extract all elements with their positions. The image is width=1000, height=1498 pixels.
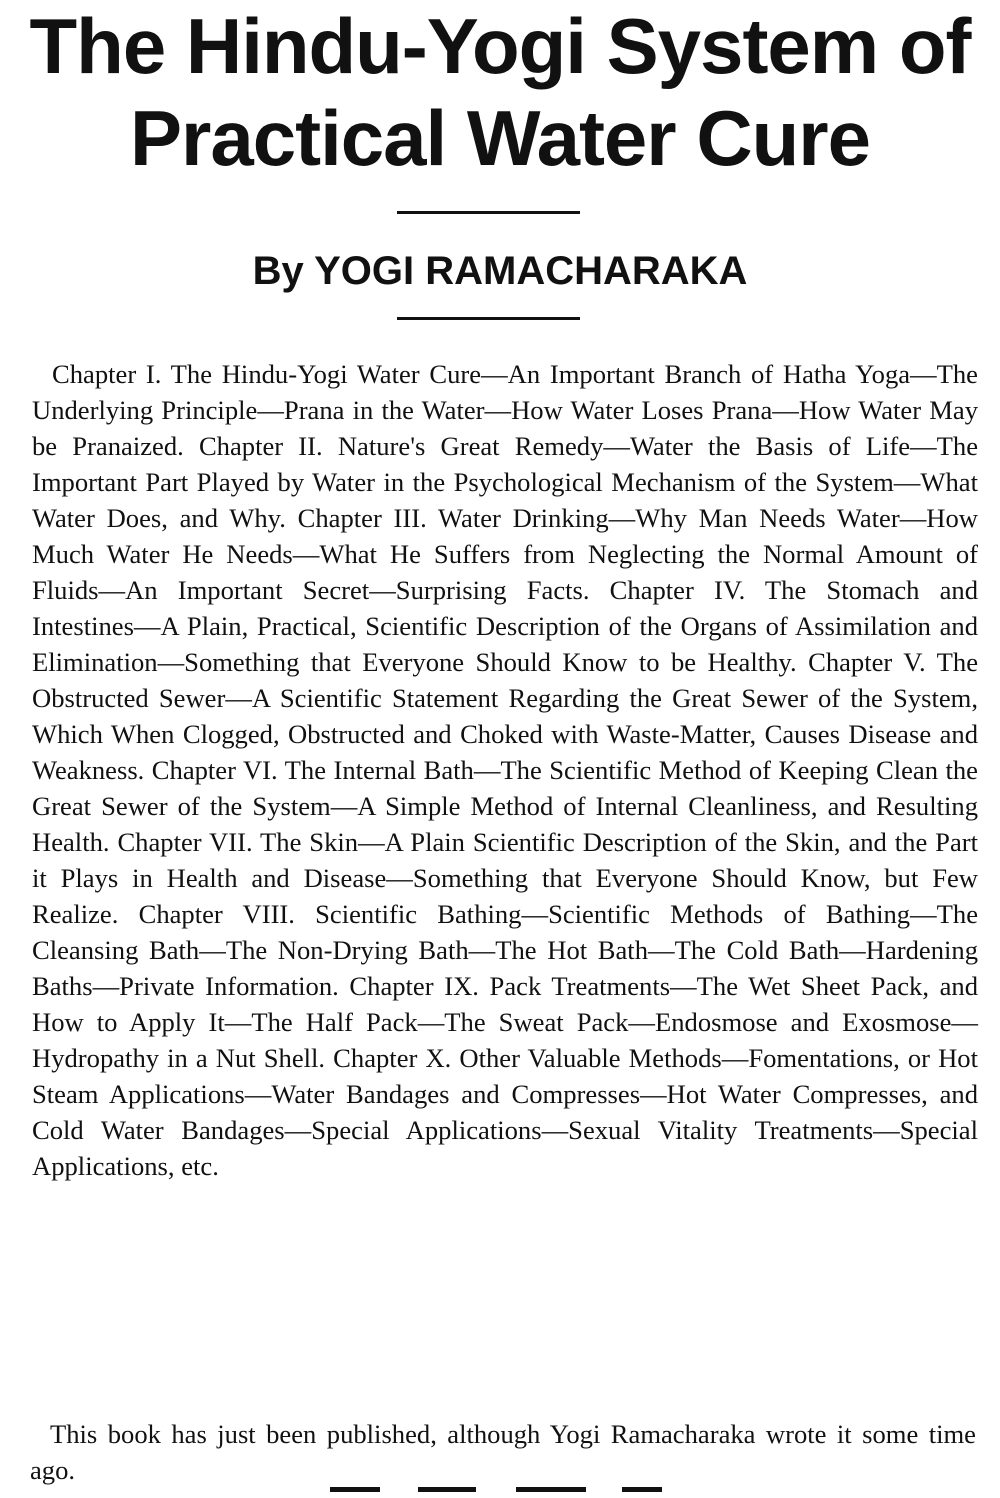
cropped-text-fragment [622, 1487, 662, 1492]
cropped-text-fragment [330, 1487, 380, 1492]
author-byline: By YOGI RAMACHARAKA [252, 249, 748, 293]
cropped-text-fragment [516, 1487, 586, 1492]
book-title [0, 0, 1000, 184]
title-line-1: The Hindu-Yogi System of [29, 2, 971, 90]
lower-divider [397, 317, 580, 320]
cropped-text-fragment [418, 1487, 476, 1492]
upper-divider [397, 211, 580, 214]
title-line-2: Practical Water Cure [129, 94, 871, 182]
chapter-contents: Chapter I. The Hindu-Yogi Water Cure—An Important Branch of Hatha Yoga—The Underlying Principle—Prana in the Water—How Water Loses Prana—How Water May be Pranaized. Chapter II. Nature's Great Remedy—Water the Basis of Life—The Important Part Played by Water in the Psychological Mechanism of the System—What Water Does, and Why. Chapter III. Water Drinking—Why Man Needs Water—How Much Water He Needs—What He Suffers from Neglecting the Normal Amount of Fluids—An Important Secret—Surprising Facts. Chapter IV. The Stomach and Intestines—A Plain, Practical, Scientific Description of the Organs of Assimilation and Elimination—Something that Everyone Should Know to be Healthy. Chapter V. The Obstructed Sewer—A Scientific Statement Regarding the Great Sewer of the System, Which When Clogged, Obstructed and Choked with Waste-Matter, Causes Disease and Weakness. Chapter VI. The Internal Bath—The Scientific Method of Keeping Clean the Great Sewer of the System—A Simple Method of Internal Cleanliness, and Resulting Health. Chapter VII. The Skin—A Plain Scientific Description of the Skin, and the Part it Plays in Health and Disease—Something that Everyone Should Know, but Few Realize. Chapter VIII. Scientific Bathing—Scientific Methods of Bathing—The Cleansing Bath—The Non-Drying Bath—The Hot Bath—The Cold Bath—Hardening Baths—Private Information. Chapter IX. Pack Treatments—The Wet Sheet Pack, and How to Apply It—The Half Pack—The Sweat Pack—Endosmose and Exosmose—Hydropathy in a Nut Shell. Chapter X. Other Valuable Methods—Fomentations, or Hot Steam Applications—Water Bandages and Compresses—Hot Water Compresses, and Cold Water Bandages—Special Applications—Sexual Vitality Treatments—Special Applications, etc. [32, 359, 978, 1181]
publication-note: This book has just been published, although Yogi Ramacharaka wrote it some time ago. [30, 1419, 976, 1485]
cropped-next-line [300, 1487, 680, 1498]
